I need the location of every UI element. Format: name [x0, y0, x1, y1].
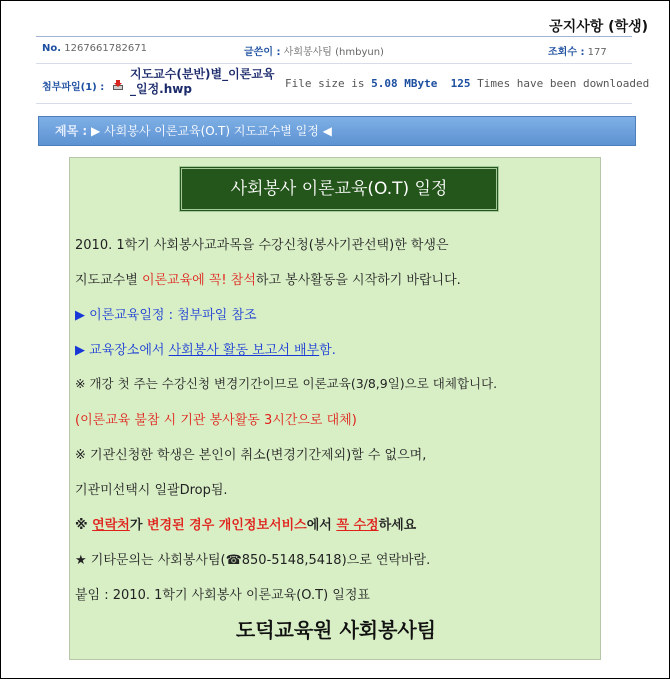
content-banner: 사회봉사 이론교육(O.T) 일정 [179, 166, 499, 212]
text-segment: 하세요 [378, 518, 417, 533]
download-suffix: Times have been downloaded [470, 77, 650, 90]
text-segment: 하고 봉사활동을 시작하기 바랍니다. [255, 273, 461, 288]
attachment-label: 첨부파일(1) : [42, 82, 105, 93]
text-segment: 교육장소에서 [85, 343, 169, 358]
underlined-text: 사회봉사 활동 보고서 배부 [168, 343, 320, 358]
text-segment: 함. [319, 343, 336, 358]
text-segment: 이론교육일정 : 첨부파일 참조 [85, 308, 257, 323]
subject-value: ▶ 사회봉사 이론교육(O.T) 지도교수별 일정 ◀ [91, 124, 332, 138]
content-line [75, 304, 257, 323]
content-line: 2010. 1학기 사회봉사교과목을 수강신청(봉사기관선택)한 학생은 [75, 238, 449, 253]
view-count [548, 43, 607, 58]
author-value: 사회봉사팀 (hmbyun) [283, 47, 384, 58]
highlight-text: 꼭 수정 [336, 518, 379, 533]
organization-name: 도덕교육원 사회봉사팀 [235, 618, 437, 642]
triangle-icon: ▶ [75, 308, 85, 323]
highlight-text: 연락처 [92, 518, 130, 533]
text-segment: 가 [129, 518, 147, 533]
text-segment: 지도교수별 [75, 273, 142, 288]
subject-label: 제목 : [55, 124, 88, 138]
post-content [69, 157, 601, 660]
content-line: 붙임 : 2010. 1학기 사회봉사 이론교육(O.T) 일정표 [75, 588, 370, 603]
view-count-value: 177 [587, 47, 607, 58]
post-number [42, 43, 147, 54]
divider [36, 63, 632, 64]
divider [36, 103, 632, 104]
content-line [75, 514, 416, 533]
triangle-icon: ▶ [75, 343, 85, 358]
content-line: ※ 기관신청한 학생은 본인이 취소(변경기간제외)할 수 없으며, [75, 448, 427, 463]
author-label: 글쓴이 : [244, 47, 281, 58]
text-segment: 에서 [306, 518, 337, 533]
content-line [75, 339, 336, 358]
divider [36, 36, 632, 37]
download-count: 125 [450, 77, 471, 90]
author [244, 43, 384, 58]
text-segment: ※ [75, 518, 93, 533]
highlight-text: 이론교육에 꼭! 참석 [141, 273, 256, 288]
view-count-label: 조회수 : [548, 47, 585, 58]
content-line [75, 269, 461, 288]
download-icon[interactable] [112, 76, 124, 88]
file-size-info [285, 77, 649, 90]
file-size-value: 5.08 MByte [371, 77, 438, 90]
content-line: 기관미선택시 일괄Drop됨. [75, 483, 228, 498]
content-line: ★ 기타문의는 사회봉사팀(☎850-5148,5418)으로 연락바람. [75, 553, 431, 568]
file-size-prefix: File size is [285, 77, 372, 90]
page-title: 공지사항 (학생) [549, 19, 648, 35]
content-line: ※ 개강 첫 주는 수강신청 변경기간이므로 이론교육(3/8,9일)으로 대체합니다. [75, 376, 498, 391]
subject-bar [38, 116, 636, 146]
post-number-value: 1267661782671 [64, 43, 147, 54]
content-line: (이론교육 불참 시 기관 봉사활동 3시간으로 대체) [75, 413, 357, 428]
highlight-text: 변경된 경우 개인정보서비스 [146, 518, 307, 533]
post-number-label: No. [42, 43, 62, 54]
attachment-file-link[interactable]: 지도교수(분반)별_이론교육_일정.hwp [130, 67, 275, 96]
